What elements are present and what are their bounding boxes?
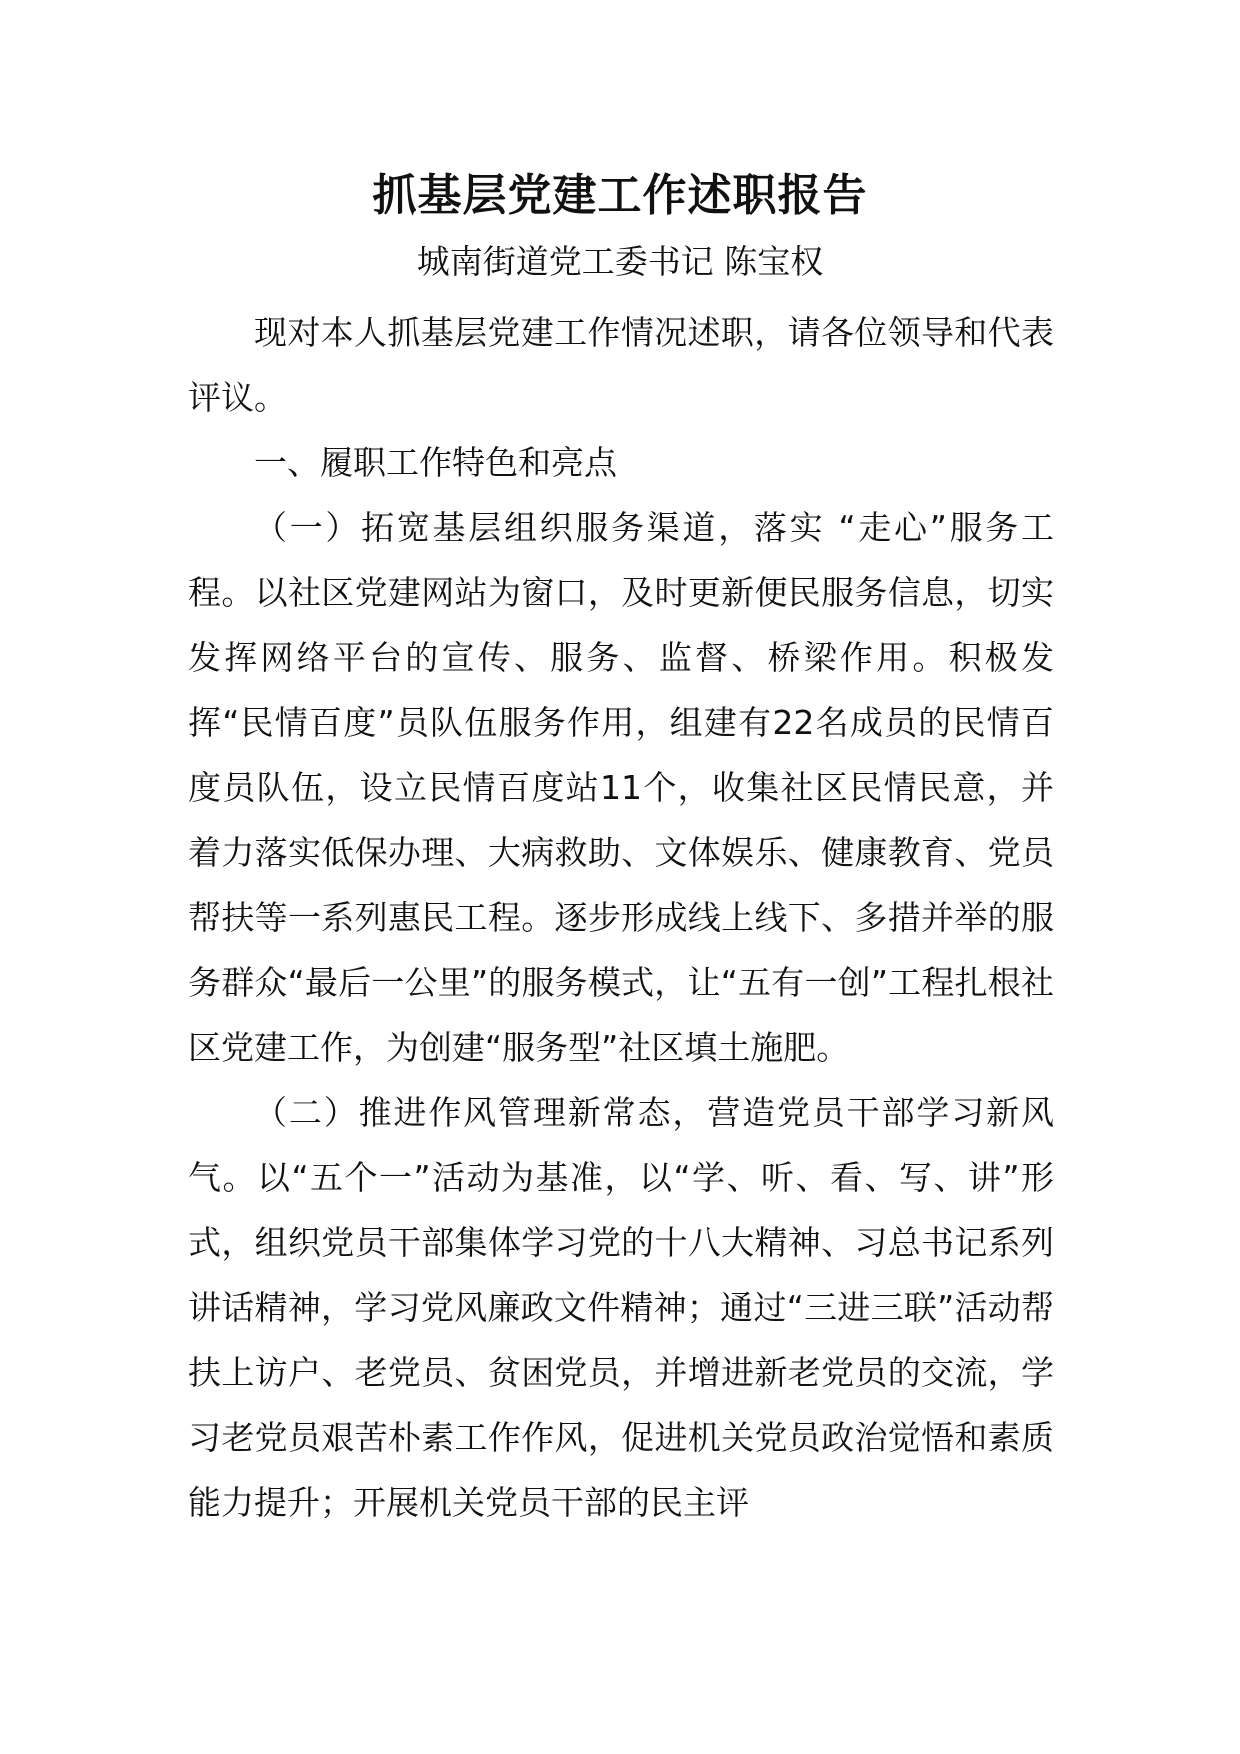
document-title: 抓基层党建工作述职报告 <box>372 170 868 221</box>
intro-paragraph: 现对本人抓基层党建工作情况述职，请各位领导和代表评议。 <box>188 313 1054 417</box>
section-heading: 一、履职工作特色和亮点 <box>254 443 617 482</box>
body-paragraph: （二）推进作风管理新常态，营造党员干部学习新风气。以“五个一”活动为基准，以“学、听、看、写、讲”形式，组织党员干部集体学习党的十八大精神、习总书记系列讲话精神，学习党风廉政文件精神；通过“三进三联”活动帮扶上访户、老党员、贫困党员，并增进新老党员的交流，学习老党员艰苦朴素工作作风，促进机关党员政治觉悟和素质能力提升；开展机关党员干部的民主评 <box>188 1093 1054 1522</box>
document-body <box>188 300 1054 1535</box>
author-byline: 城南街道党工委书记 陈宝权 <box>416 242 824 281</box>
body-paragraph: （一）拓宽基层组织服务渠道，落实 “走心”服务工程。以社区党建网站为窗口，及时更新便民服务信息，切实发挥网络平台的宣传、服务、监督、桥梁作用。积极发挥“民情百度”员队伍服务作用，组建有22名成员的民情百度员队伍，设立民情百度站11个，收集社区民情民意，并着力落实低保办理、大病救助、文体娱乐、健康教育、党员帮扶等一系列惠民工程。逐步形成线上线下、多措并举的服务群众“最后一公里”的服务模式，让“五有一创”工程扎根社区党建工作，为创建“服务型”社区填土施肥。 <box>188 508 1054 1067</box>
